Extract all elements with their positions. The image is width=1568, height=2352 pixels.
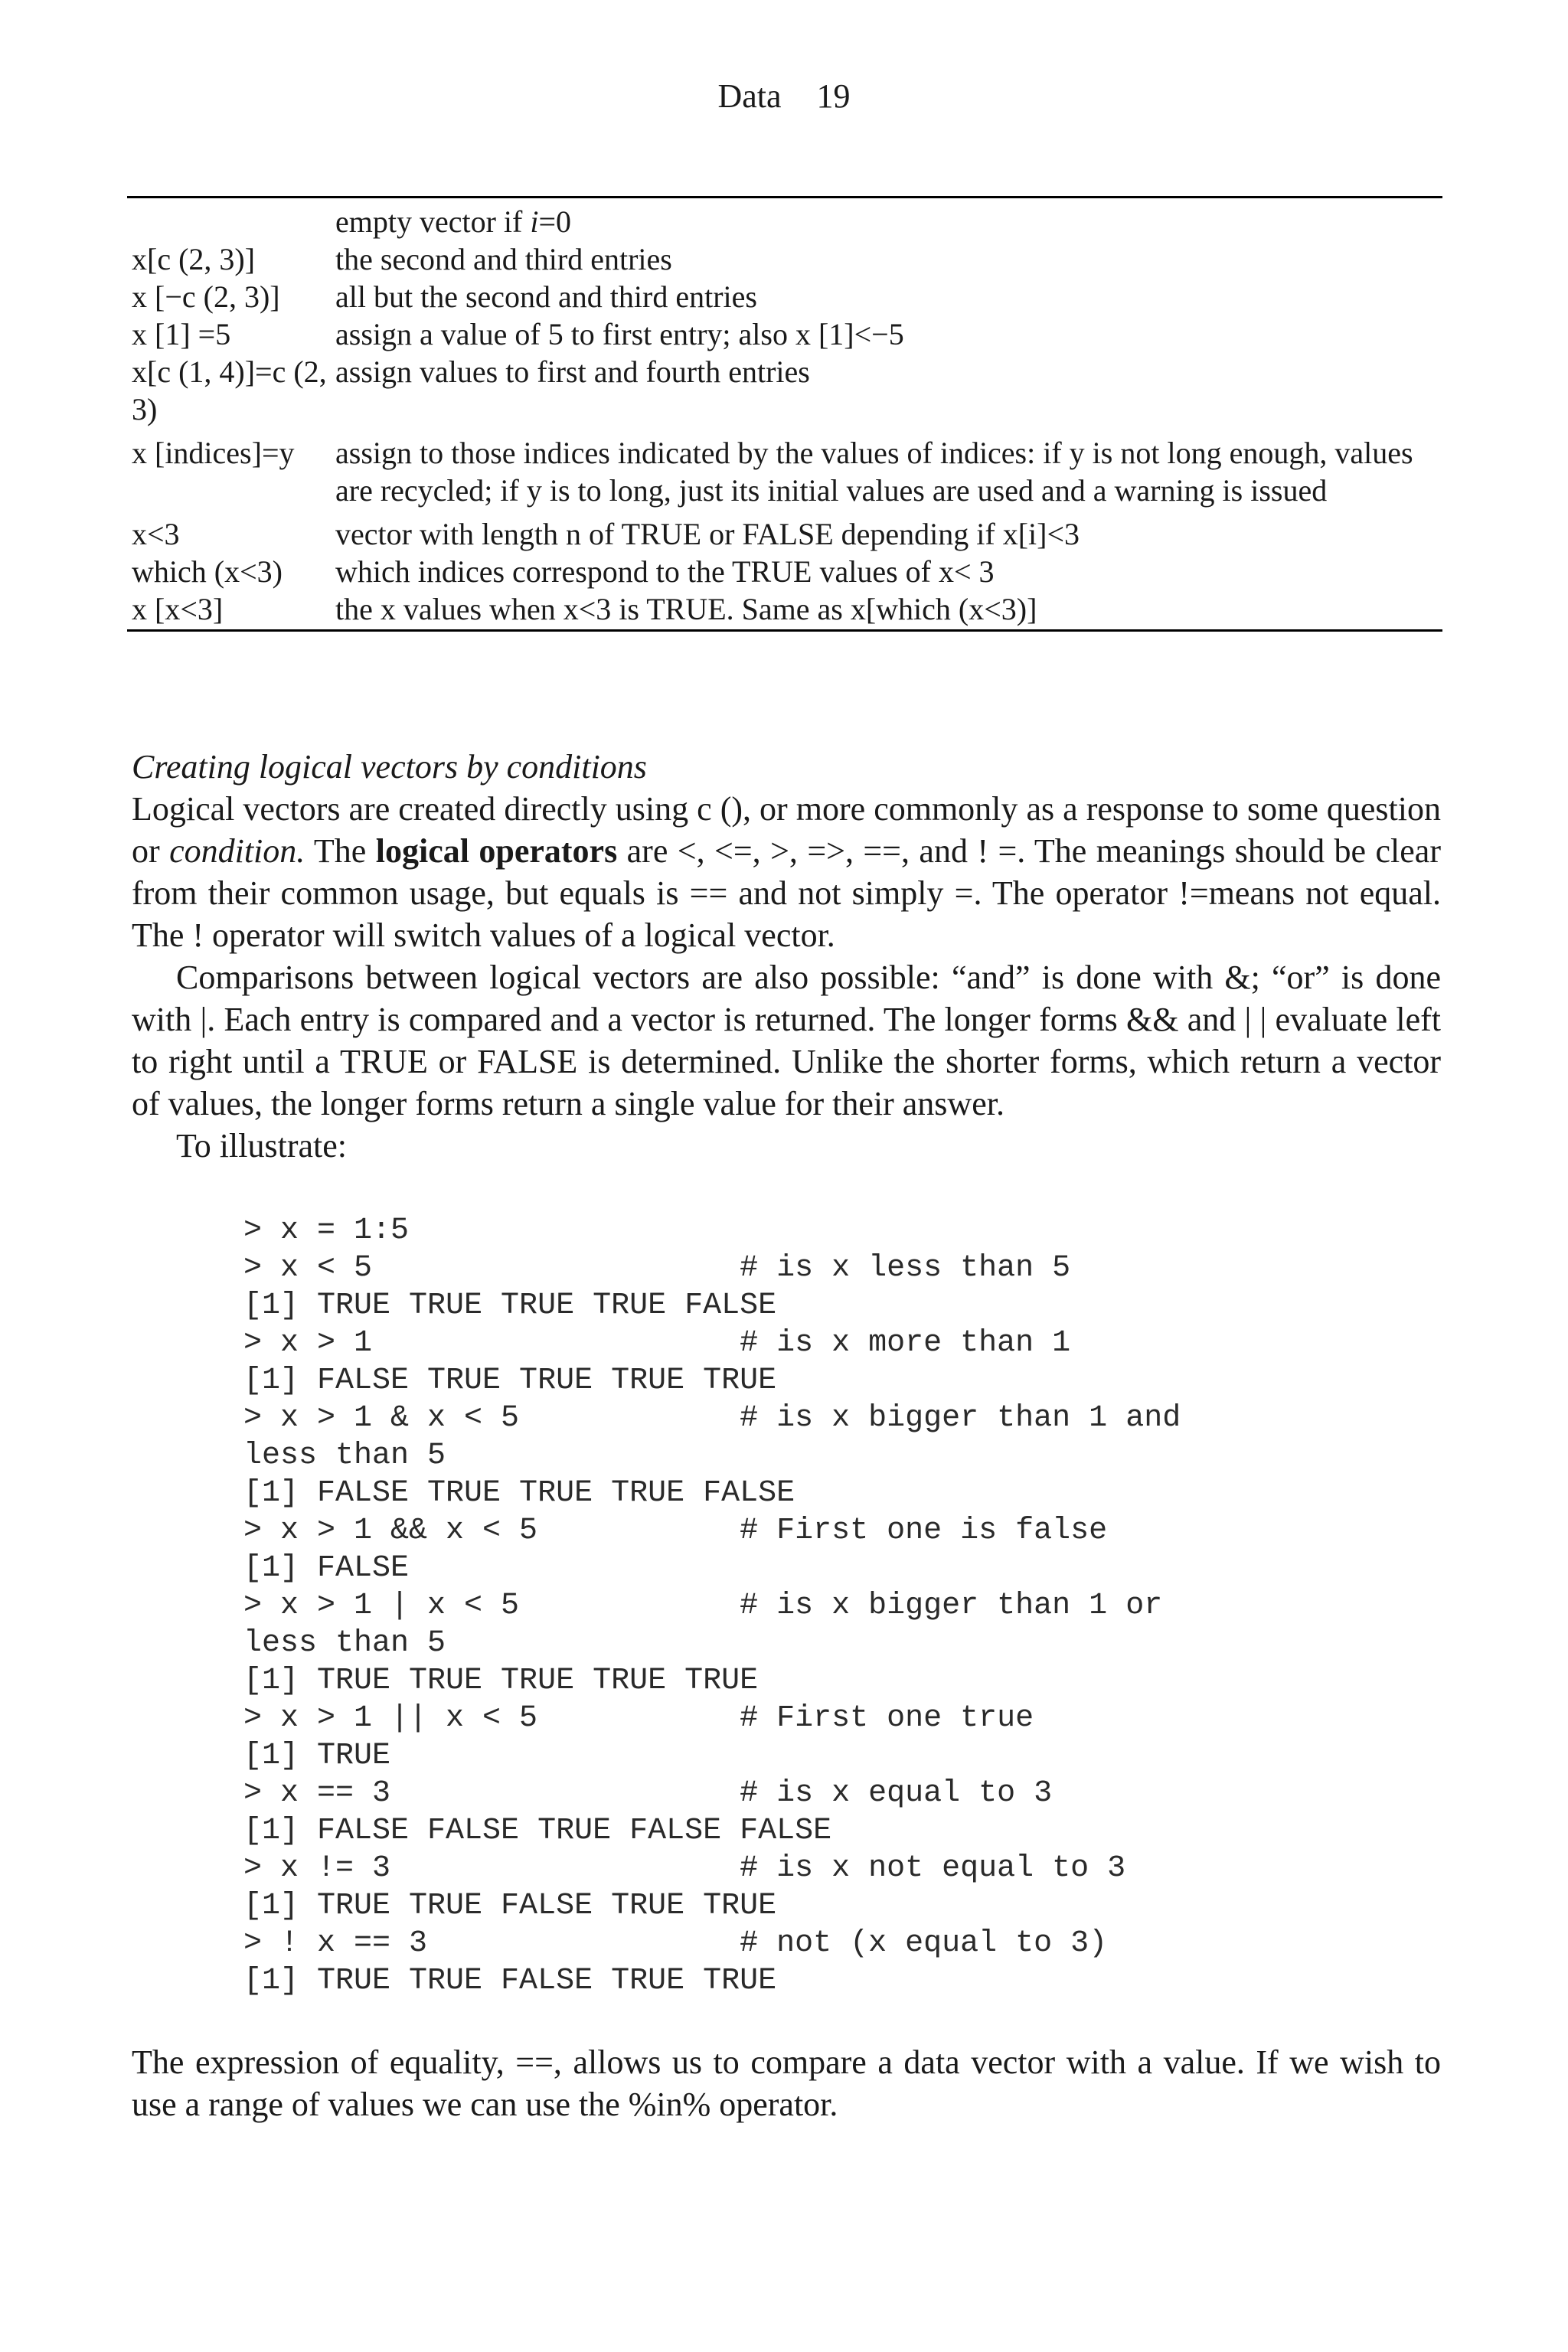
code-line: > x != 3 # is x not equal to 3 [243, 1851, 1126, 1886]
code-line: [1] TRUE [243, 1739, 391, 1773]
code-line: > x == 3 # is x equal to 3 [243, 1776, 1053, 1811]
table-description: empty vector if i=0 [335, 204, 572, 239]
table-expression: x [indices]=y [132, 436, 295, 470]
page-number: 19 [816, 77, 851, 115]
table-row [127, 434, 1442, 509]
code-line: > x = 1:5 [243, 1214, 410, 1248]
code-line: [1] TRUE TRUE FALSE TRUE TRUE [243, 1889, 777, 1923]
paragraph-logical-operators: Logical vectors are created directly using c (), or more commonly as a response to some question or condition. The logical operators are <, <=, >, =>, ==, and ! =. The meanings should be clear from their common usage, but equals is == and not simply =. The operator !=means not equal. The ! operator will switch values of a logical vector. [132, 790, 1441, 954]
code-line: > x > 1 | x < 5 # is x bigger than 1 or [243, 1589, 1163, 1623]
code-line: > x > 1 && x < 5 # First one is false [243, 1514, 1108, 1548]
code-line: [1] FALSE FALSE TRUE FALSE FALSE [243, 1814, 832, 1848]
table-description: the x values when x<3 is TRUE. Same as x[which (x<3)] [335, 592, 1037, 626]
table-row [127, 590, 1442, 628]
code-line: less than 5 [243, 1439, 446, 1473]
table-expression: which (x<3) [132, 554, 283, 589]
logical-vectors-section [132, 746, 1441, 1167]
table-description: all but the second and third entries [335, 279, 757, 314]
table-row [127, 240, 1442, 278]
paragraph-illustrate: To illustrate: [176, 1127, 347, 1165]
table-expression [127, 203, 335, 240]
table-description: assign to those indices indicated by the values of indices: if y is not long enough, values are recycled; if y is to long, just its initial values are used and a warning is issued [335, 436, 1413, 508]
section-heading: Creating logical vectors by conditions [132, 748, 647, 786]
code-line: [1] FALSE TRUE TRUE TRUE TRUE [243, 1364, 777, 1398]
table-expression: x<3 [132, 517, 180, 551]
code-line: [1] FALSE TRUE TRUE TRUE FALSE [243, 1476, 795, 1511]
table-expression: x[c (1, 4)]=c (2, 3) [132, 354, 327, 426]
table-expression: x [−c (2, 3)] [132, 279, 280, 314]
code-line: [1] TRUE TRUE TRUE TRUE TRUE [243, 1664, 759, 1698]
code-line: [1] TRUE TRUE FALSE TRUE TRUE [243, 1964, 777, 1998]
table-row [127, 515, 1442, 553]
table-row [127, 203, 1442, 240]
table-description: assign values to first and fourth entries [335, 354, 810, 389]
r-code-example [243, 1212, 1438, 2000]
code-line: > ! x == 3 # not (x equal to 3) [243, 1926, 1108, 1961]
paragraph-equality: The expression of equality, ==, allows us to compare a data vector with a value. If we wish to use a range of values we can use the %in% operator. [132, 2043, 1441, 2123]
table-row [127, 278, 1442, 315]
running-header [0, 74, 1568, 119]
code-line: less than 5 [243, 1626, 446, 1661]
table-row [127, 553, 1442, 590]
table-expression: x[c (2, 3)] [132, 242, 256, 276]
code-line: [1] TRUE TRUE TRUE TRUE FALSE [243, 1289, 777, 1323]
table-row [127, 353, 1442, 428]
header-title: Data [717, 77, 782, 115]
code-line: > x > 1 # is x more than 1 [243, 1326, 1071, 1361]
table-description: assign a value of 5 to first entry; also x [1]<−5 [335, 317, 904, 351]
table-expression: x [x<3] [132, 592, 224, 626]
code-line: > x > 1 & x < 5 # is x bigger than 1 and [243, 1401, 1181, 1436]
code-line: > x < 5 # is x less than 5 [243, 1251, 1071, 1285]
paragraph-comparisons: Comparisons between logical vectors are also possible: “and” is done with &; “or” is done with |. Each entry is compared and a vector is returned. The longer forms && and | | evaluate left to right until a TRUE or FALSE is determined. Unlike the shorter forms, which return a vector of values, the longer forms return a single value for their answer. [132, 959, 1441, 1122]
table-description: vector with length n of TRUE or FALSE depending if x[i]<3 [335, 517, 1080, 551]
code-line: [1] FALSE [243, 1551, 410, 1586]
code-line: > x > 1 || x < 5 # First one true [243, 1701, 1034, 1736]
table-description: the second and third entries [335, 242, 672, 276]
vector-indexing-table [127, 196, 1442, 632]
table-description: which indices correspond to the TRUE values of x< 3 [335, 554, 995, 589]
table-body [127, 203, 1442, 628]
table-expression: x [1] =5 [132, 317, 231, 351]
table-row [127, 315, 1442, 353]
